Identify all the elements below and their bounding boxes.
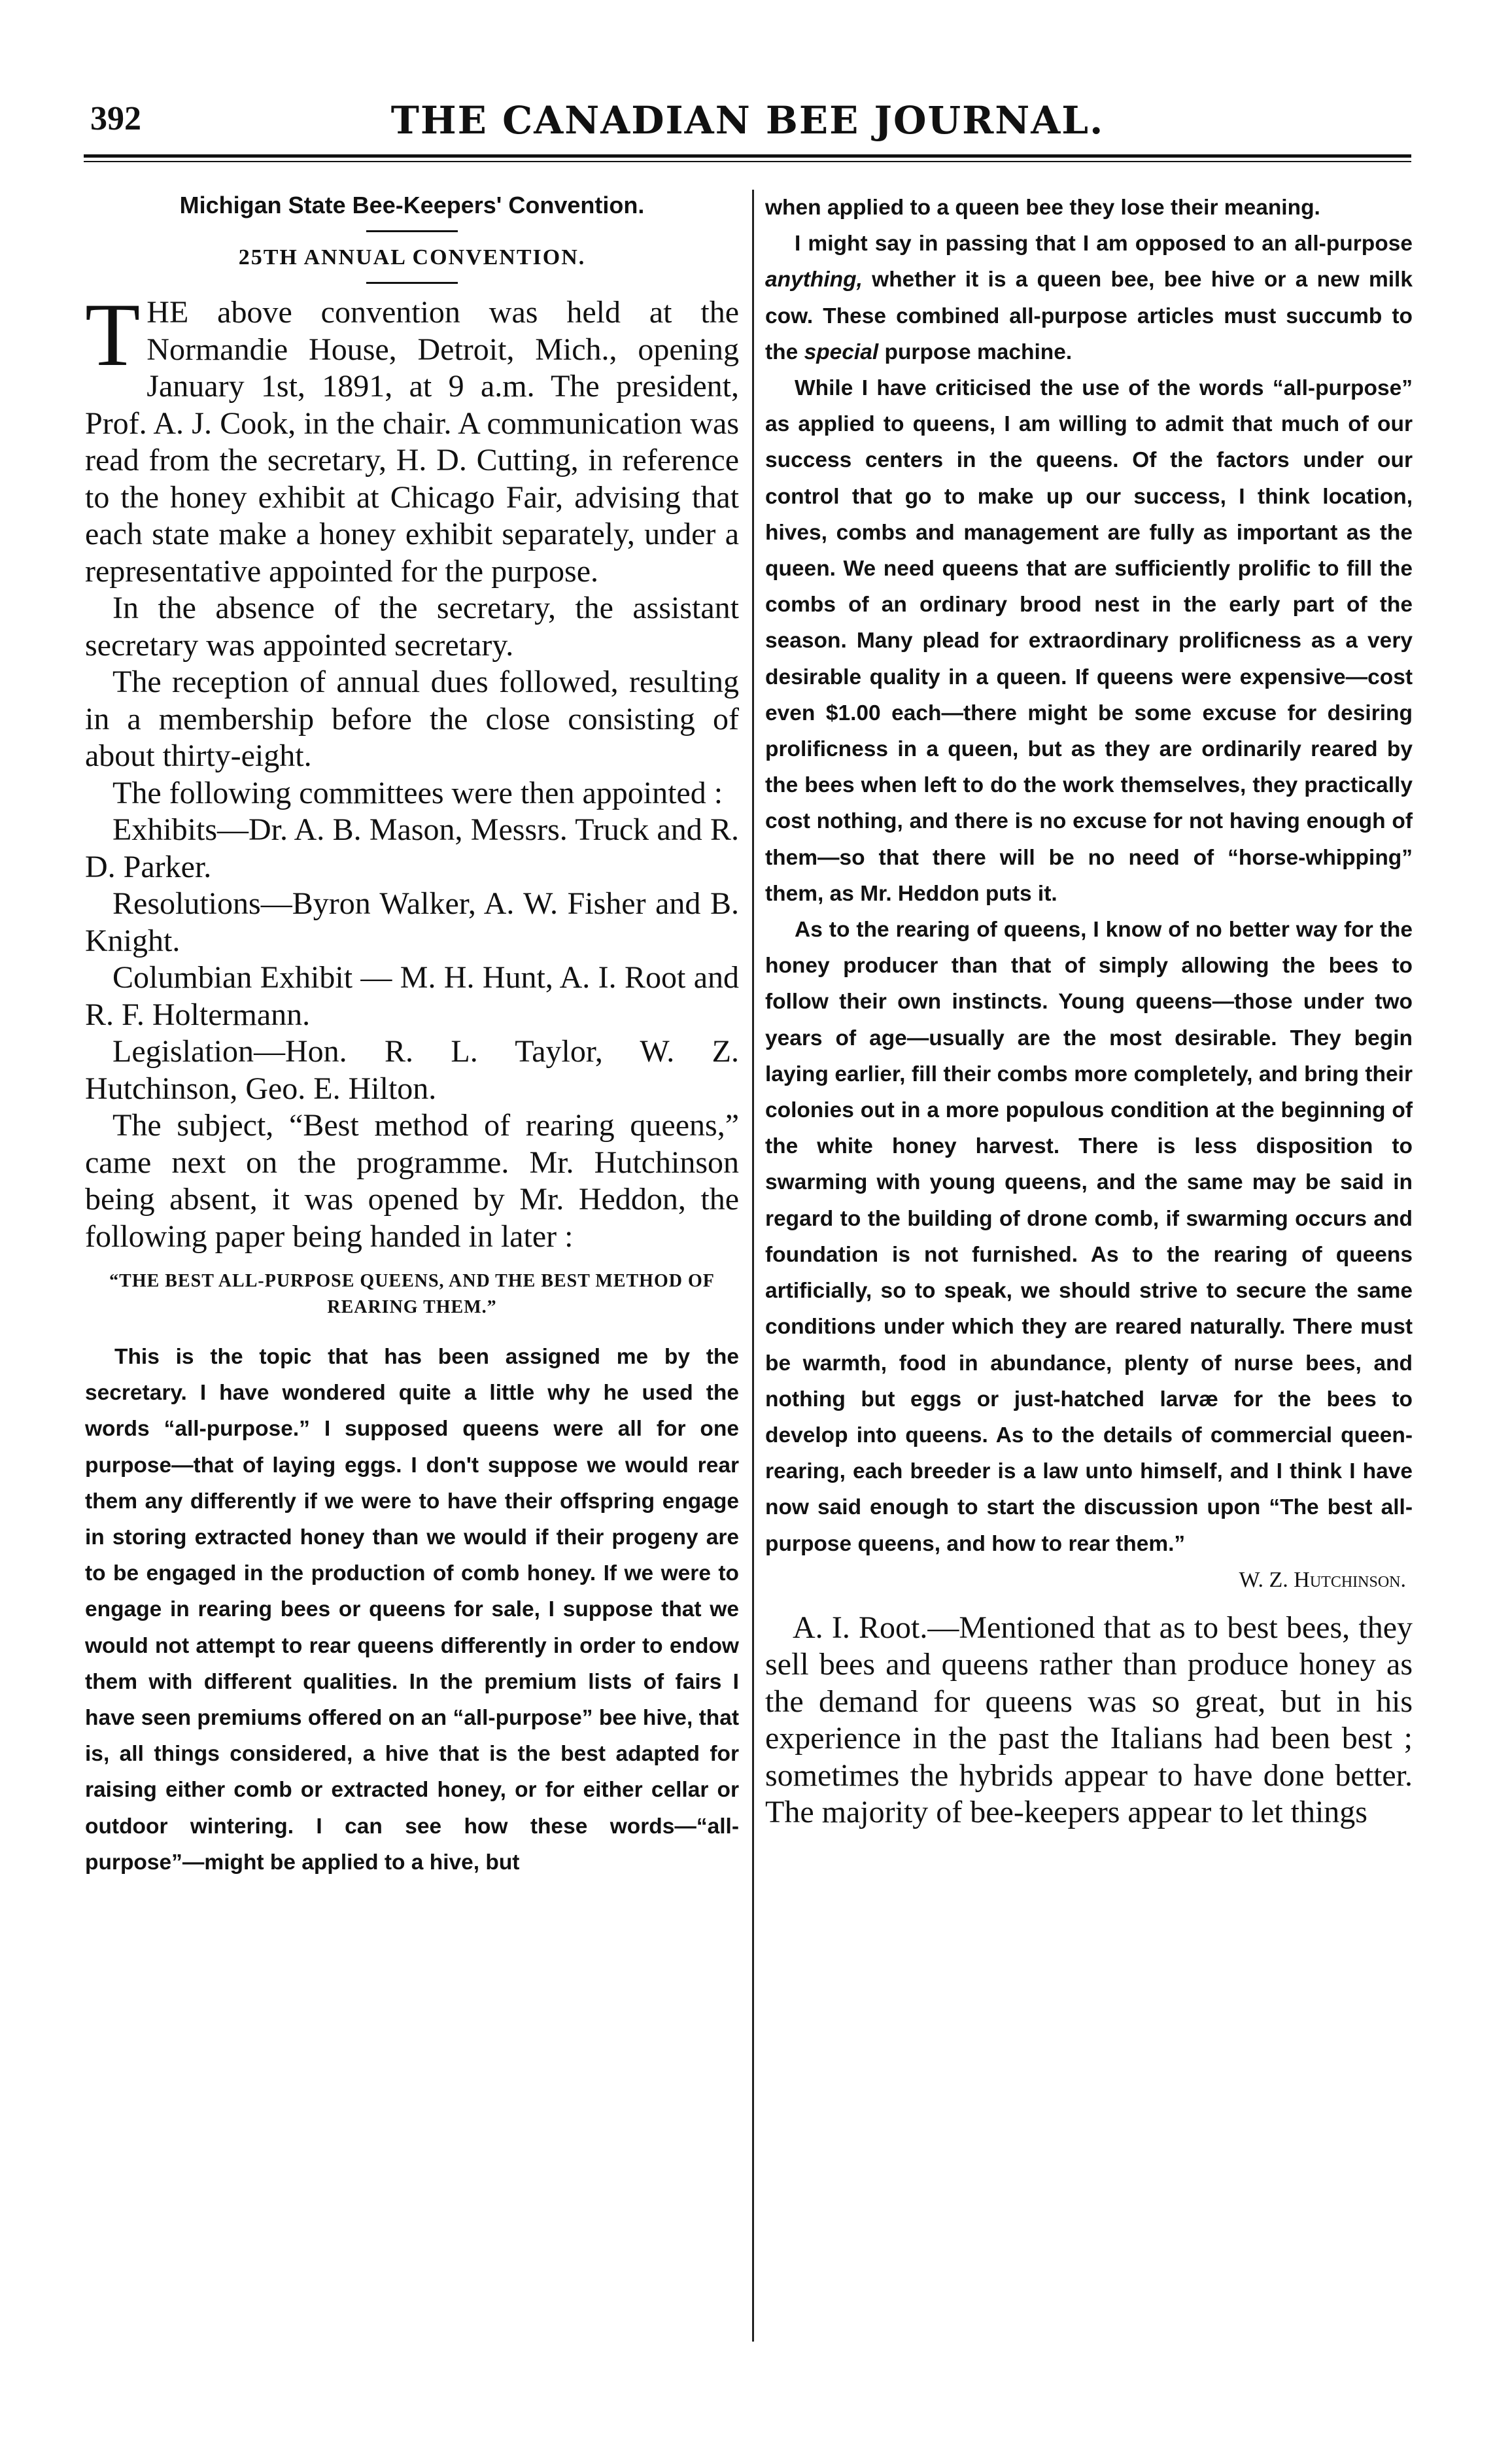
paper-paragraph: when applied to a queen bee they lose their meaning.	[765, 196, 1320, 220]
italic-run: anything,	[765, 268, 863, 292]
committee-exhibits: Exhibits—Dr. A. B. Mason, Messrs. Truck and R. D. Parker.	[85, 812, 739, 884]
committee-resolutions: Resolutions—Byron Walker, A. W. Fisher and B. Knight.	[85, 886, 739, 958]
paragraph: The following committees were then appointed :	[112, 775, 723, 810]
discussion	[765, 1610, 1413, 1831]
header-rule-thin	[84, 161, 1411, 162]
paper-body	[85, 1339, 739, 1880]
drop-cap: T	[85, 285, 141, 385]
committee-columbian: Columbian Exhibit — M. H. Hunt, A. I. Root and R. F. Holtermann.	[85, 960, 739, 1032]
column-divider	[752, 190, 754, 2342]
heading-rule	[366, 230, 458, 232]
paper-body-continued	[765, 190, 1413, 1562]
header-rule	[84, 154, 1411, 158]
signature-text: W. Z. Hutchinson.	[1239, 1567, 1406, 1592]
paper-paragraph: While I have criticised the use of the words “all-purpose” as applied to queens, I am willing to admit that much of our success centers in the queens. Of the factors under our control that go to make up our success, I think location, hives, combs and management are fully as important as the queen. We need queens that are sufficiently prolific to fill the combs of an ordinary brood nest in the early part of the season. Many plead for extraordinary prolificness as a very desirable quality in a queen. If queens were expensive—cost even $1.00 each—there might be some excuse for desiring prolificness in a queen, but as they are ordinarily reared by the bees when left to do the work themselves, they practically cost nothing, and there is no excuse for not having enough of them—so that there will be no need of “horse-whipping” them, as Mr. Heddon puts it.	[765, 376, 1413, 906]
paragraph: The subject, “Best method of rearing queens,” came next on the programme. Mr. Hutchinson being absent, it was opened by Mr. Heddon, the following paper being handed in later :	[85, 1108, 739, 1254]
paper-title: “THE BEST ALL-PURPOSE QUEENS, AND THE BEST METHOD OF REARING THEM.”	[109, 1271, 715, 1317]
page-header	[84, 98, 1411, 150]
right-column	[765, 190, 1413, 1831]
text-run: whether it is a queen bee, bee hive or a new milk cow. These combined all-purpose articles must succumb to the	[765, 268, 1413, 364]
subheading-rule	[366, 282, 458, 284]
journal-title: THE CANADIAN BEE JOURNAL.	[390, 98, 1105, 143]
left-column	[85, 190, 739, 1880]
committee-legislation: Legislation—Hon. R. L. Taylor, W. Z. Hutchinson, Geo. E. Hilton.	[85, 1034, 739, 1106]
paragraph: In the absence of the secretary, the assistant secretary was appointed secretary.	[85, 591, 739, 663]
author-signature	[765, 1562, 1406, 1598]
intro-paragraph	[85, 285, 739, 590]
text-run: purpose machine.	[878, 339, 1073, 364]
paragraph: The reception of annual dues followed, resulting in a membership before the close consisting of about thirty-eight.	[85, 665, 739, 773]
page-number: 392	[90, 100, 141, 137]
article-subheading: 25TH ANNUAL CONVENTION.	[238, 245, 586, 269]
text-run: I might say in passing that I am opposed to an all-purpose	[795, 232, 1413, 256]
article-heading: Michigan State Bee-Keepers' Convention.	[179, 192, 645, 218]
paper-paragraph	[765, 226, 1413, 370]
italic-run: special	[804, 339, 879, 364]
convention-report	[85, 285, 739, 1255]
intro-text: HE above convention was held at the Normandie House, Detroit, Mich., opening January 1st, 1891, at 9 a.m. The president, Prof. A. J. Cook, in the chair. A communication was read from the secretary, H. D. Cutting, in reference to the honey exhibit at Chicago Fair, advising that each state make a honey exhibit separately, under a representative appointed for the purpose.	[85, 295, 739, 589]
paper-paragraph: As to the rearing of queens, I know of no better way for the honey producer than that of simply allowing the bees to follow their own instincts. Young queens—those under two years of age—usually are the most desirable. They begin laying earlier, fill their combs more completely, and bring their colonies out in a more populous condition at the beginning of the white honey harvest. There is less disposition to swarming with young queens, and the same may be said in regard to the building of drone comb, if swarming occurs and foundation is not furnished. As to the rearing of queens artificially, so to speak, we should strive to secure the same conditions under which they are reared naturally. There must be warmth, food in abundance, plenty of nurse bees, and nothing but eggs or just-hatched larvæ for the bees to develop into queens. As to the details of commercial queen-rearing, each breeder is a law unto himself, and I think I have now said enough to start the discussion upon “The best all-purpose queens, and how to rear them.”	[765, 918, 1413, 1556]
discussion-paragraph: A. I. Root.—Mentioned that as to best bees, they sell bees and queens rather than produce honey as the demand for queens was so great, but in his experience in the past the Italians had been best ; sometimes the hybrids appear to have done better. The majority of bee-keepers appear to let things	[765, 1610, 1413, 1830]
paper-paragraph: This is the topic that has been assigned me by the secretary. I have wondered quite a little why he used the words “all-purpose.” I supposed queens were all for one purpose—that of laying eggs. I don't suppose we would rear them any differently if we were to have their offspring engage in storing extracted honey than we would if their progeny are to be engaged in the production of comb honey. If we were to engage in rearing bees or queens for sale, I suppose that we would not attempt to rear queens differently in order to endow them with different qualities. In the premium lists of fairs I have seen premiums offered on an “all-purpose” bee hive, that is, all things considered, a hive that is the best adapted for raising either comb or extracted honey, or for either cellar or outdoor wintering. I can see how these words—“all-purpose”—might be applied to a hive, but	[85, 1345, 739, 1875]
